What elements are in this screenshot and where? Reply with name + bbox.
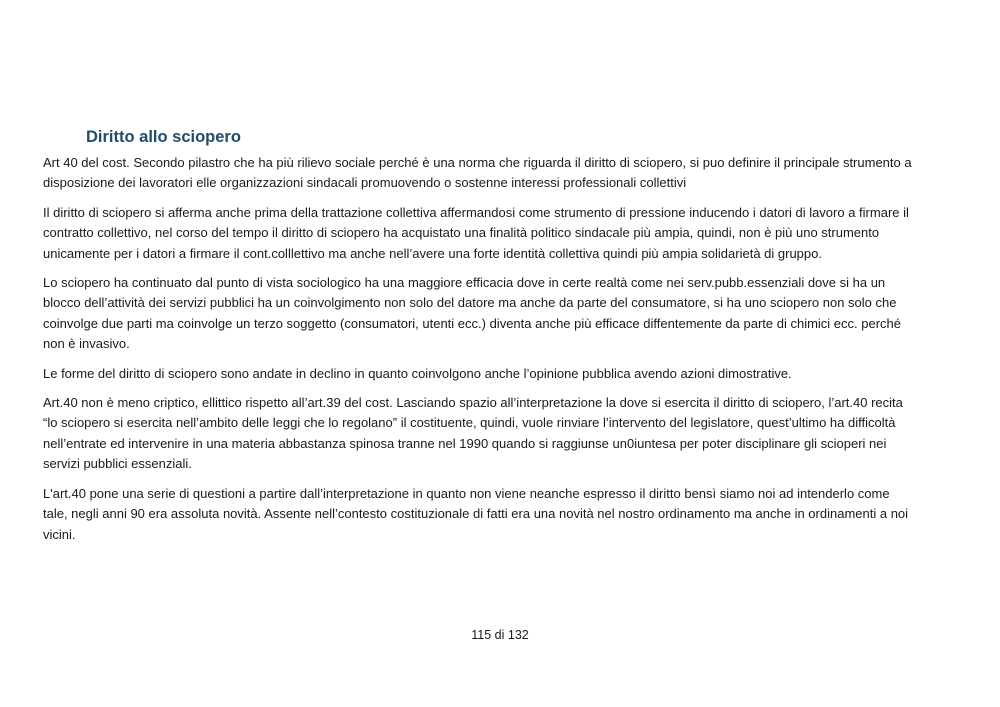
page-number: 115 di 132 <box>471 628 529 642</box>
document-body <box>43 153 915 554</box>
paragraph-art40-intro: Art 40 del cost. Secondo pilastro che ha più rilievo sociale perché è una norma che riguarda il diritto di sciopero, si puo definire il principale strumento a disposizione dei lavoratori elle organizzazioni sindacali promuovendo o sostenne interessi professionali collettivi <box>43 155 912 191</box>
section-heading: Diritto allo sciopero <box>86 128 241 146</box>
paragraph-strike-forms: Le forme del diritto di sciopero sono andate in declino in quanto coinvolgono anche l’opinione pubblica avendo azioni dimostrative. <box>43 365 792 381</box>
paragraph-sociological-view: Lo sciopero ha continuato dal punto di vista sociologico ha una maggiore efficacia dove in certe realtà come nei serv.pubb.essenziali dove si ha un blocco dell’attività dei servizi pubblici ha un coinvolgimento non solo del datore ma anche da parte del consumatore, si ha uno sciopero non solo che coinvolge due parti ma coinvolge un terzo soggetto (consumatori, utenti ecc.) diventa anche più efficace diffentemente da parte di chimici ecc. perché non è invasivo. <box>43 275 902 352</box>
paragraph-strike-pressure: Il diritto di sciopero si afferma anche prima della trattazione collettiva affermandosi come strumento di pressione inducendo i datori di lavoro a firmare il contratto collettivo, nel corso del tempo il diritto di sciopero ha acquistato una finalità politico sindacale più ampia, quindi, non è più uno strumento unicamente per i datori a firmare il cont.colllettivo ma anche nell’avere una forte identità collettiva quindi più ampia solidarietà di gruppo. <box>43 204 909 261</box>
paragraph-art40-questions: L'art.40 pone una serie di questioni a partire dall’interpretazione in quanto non viene neanche espresso il diritto bensì siamo noi ad intenderlo come tale, negli anni 90 era assoluta novità. Assente nell’contesto costituzionale di fatti era una novità nel nostro ordinamento ma anche in ordinamenti a noi vicini. <box>43 485 909 542</box>
paragraph-art40-cryptic: Art.40 non è meno criptico, ellittico rispetto all’art.39 del cost. Lasciando spazio all’interpretazione la dove si esercita il diritto di sciopero, l’art.40 recita “lo sciopero si esercita nell’ambito delle leggi che lo regolano” il costituente, quindi, vuole rinviare l’intervento del legislatore, quest’ultimo ha difficoltà nell’entrate ed intervenire in una materia abbastanza spinosa tranne nel 1990 quando si raggiunse un0iuntesa per poter disciplinare gli scioperi nei servizi pubblici essenziali. <box>43 395 903 472</box>
